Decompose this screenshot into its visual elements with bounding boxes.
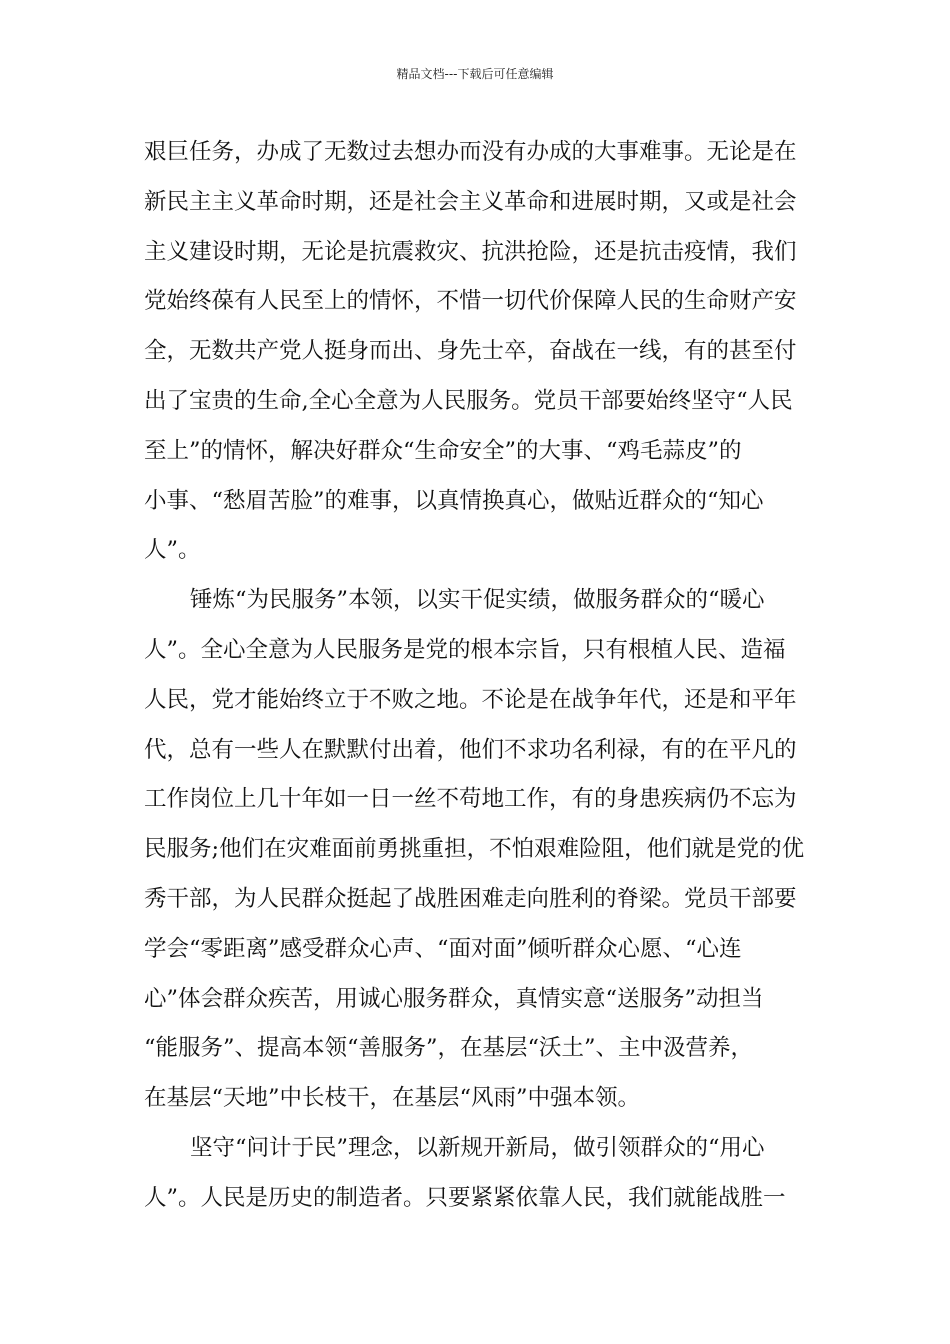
text-line: 人民，党才能始终立于不败之地。不论是在战争年代，还是和平年: [144, 686, 797, 713]
text-line: 出了宝贵的生命,全心全意为人民服务。党员干部要始终坚守“人民: [144, 387, 793, 414]
document-body: [144, 128, 812, 1224]
text-line: 至上”的情怀，解决好群众“生命安全”的大事、“鸡毛蒜皮”的: [144, 437, 742, 464]
text-line: 小事、“愁眉苦脸”的难事，以真情换真心，做贴近群众的“知心: [144, 487, 764, 514]
text-line: 艰巨任务，办成了无数过去想办而没有办成的大事难事。无论是在: [144, 139, 797, 165]
text-line: 党始终葆有人民至上的情怀，不惜一切代价保障人民的生命财产安: [144, 288, 797, 315]
page-header: 精品文档---下载后可任意编辑: [396, 67, 554, 81]
paragraph-start-line: 坚守“问计于民”理念，以新规开新局，做引领群众的“用心: [190, 1134, 765, 1161]
text-line: 人”。全心全意为人民服务是党的根本宗旨，只有根植人民、造福: [144, 636, 786, 663]
text-line: 秀干部，为人民群众挺起了战胜困难走向胜利的脊梁。党员干部要: [144, 885, 797, 912]
paragraph-start-line: 锤炼“为民服务”本领，以实干促实绩，做服务群众的“暖心: [190, 587, 765, 614]
text-line: 全，无数共产党人挺身而出、身先士卒，奋战在一线，有的甚至付: [144, 338, 797, 365]
text-line: 学会“零距离”感受群众心声、“面对面”倾听群众心愿、“心连: [144, 935, 742, 962]
text-line: 民服务;他们在灾难面前勇挑重担，不怕艰难险阻，他们就是党的优: [144, 836, 805, 863]
text-line: 人”。人民是历史的制造者。只要紧紧依靠人民，我们就能战胜一: [144, 1184, 786, 1211]
text-line: “能服务”、提高本领“善服务”，在基层“沃土”、主中汲营养，: [144, 1035, 754, 1062]
text-line: 工作岗位上几十年如一日一丝不苟地工作，有的身患疾病仍不忘为: [144, 786, 797, 813]
text-line: 人”。: [144, 537, 201, 564]
text-line: 新民主主义革命时期，还是社会主义革命和进展时期，又或是社会: [144, 188, 797, 215]
text-line: 心”体会群众疾苦，用诚心服务群众，真情实意“送服务”动担当: [144, 985, 764, 1012]
text-line: 在基层“天地”中长枝干，在基层“风雨”中强本领。: [144, 1085, 641, 1112]
text-line: 代，总有一些人在默默付出着，他们不求功名利禄，有的在平凡的: [144, 736, 797, 763]
text-line: 主义建设时期，无论是抗震救灾、抗洪抢险，还是抗击疫情，我们: [144, 238, 797, 265]
